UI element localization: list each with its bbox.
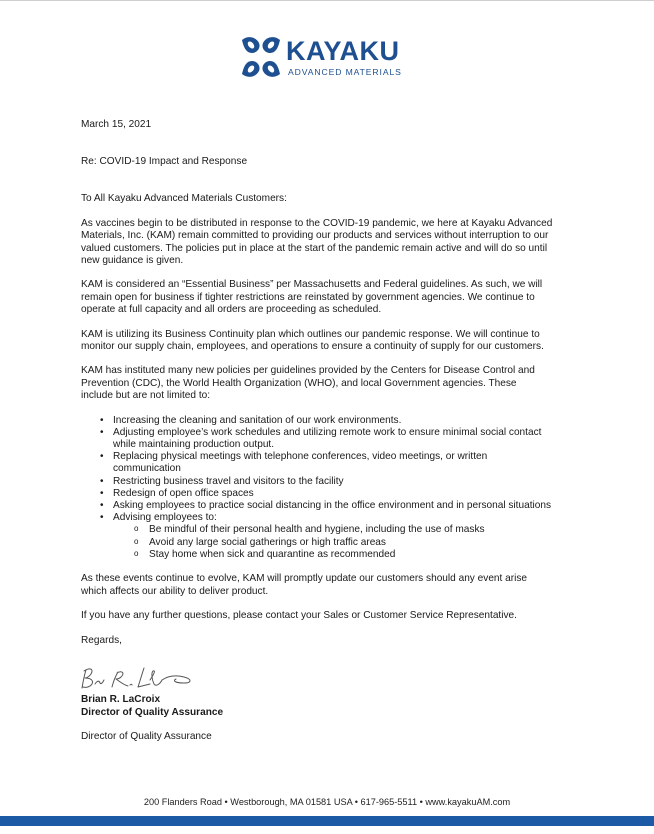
logo-wordmark: KAYAKU — [286, 36, 400, 66]
letter-body — [81, 119, 581, 743]
text-line: KAM is utilizing its Business Continuity plan which outlines our pandemic response. We will continue to — [81, 328, 540, 340]
text-line: valued customers. The policies put in place at the start of the pandemic remain active and will do so until — [81, 242, 548, 254]
paragraph-policies — [81, 365, 581, 402]
paragraph-essential-business — [81, 279, 581, 316]
letter-date: March 15, 2021 — [81, 119, 152, 130]
signer-title: Director of Quality Assurance — [81, 706, 224, 718]
list-item: • Advising employees to: o Be mindful of their personal health and hygiene, including the use of masks o Avoid any large social gatherings or high traffic areas o Stay home when sick and quarantine as recommended — [113, 512, 581, 561]
top-border — [0, 0, 654, 1]
list-item: • Restricting business travel and visitors to the facility — [113, 476, 581, 488]
list-item: • Asking employees to practice social distancing in the office environment and in personal situations — [113, 500, 581, 512]
sub-list-item: o Stay home when sick and quarantine as recommended — [149, 549, 581, 561]
text-line: operate at full capacity and all orders are proceeding as scheduled. — [81, 303, 382, 315]
letter-subject: Re: COVID-19 Impact and Response — [81, 156, 248, 168]
text-line: KAM is considered an “Essential Business” per Massachusetts and Federal guidelines. As such, we will — [81, 279, 543, 291]
signer-title-repeat: Director of Quality Assurance — [81, 731, 212, 743]
text-line: Materials, Inc. (KAM) remain committed to providing our products and services without interruption to our — [81, 230, 549, 242]
footer-address: 200 Flanders Road • Westborough, MA 01581 USA • 617-965-5511 • www.kayakuAM.com — [143, 797, 511, 807]
signer-name: Brian R. LaCroix — [81, 694, 161, 706]
paragraph-contact: If you have any further questions, please contact your Sales or Customer Service Representative. — [81, 610, 517, 622]
text-line: include but are not limited to: — [81, 389, 211, 401]
logo-subtitle: ADVANCED MATERIALS — [288, 67, 402, 77]
letter-salutation: To All Kayaku Advanced Materials Customers: — [81, 193, 287, 205]
text-line: which affects our ability to deliver product. — [81, 585, 269, 597]
letter-closing: Regards, — [81, 635, 122, 647]
text-line: Prevention (CDC), the World Health Organization (WHO), and local Government agencies. These — [81, 377, 517, 389]
list-item: • Replacing physical meetings with telephone conferences, video meetings, or written communication — [113, 451, 581, 475]
text-line: remain open for business if tighter restrictions are reinstated by government agencies. We continue to — [81, 291, 535, 303]
advising-sub-list — [113, 524, 581, 561]
text-line: monitor our supply chain, employees, and operations to ensure a continuity of supply for our customers. — [81, 340, 544, 352]
paragraph-business-continuity — [81, 329, 581, 353]
paragraph-updates — [81, 573, 581, 597]
paragraph-vaccines — [81, 218, 581, 267]
list-item: • Redesign of open office spaces — [113, 488, 581, 500]
sub-list-item: o Avoid any large social gatherings or high traffic areas — [149, 537, 581, 549]
text-line: new guidance is given. — [81, 254, 184, 266]
policy-list — [81, 415, 581, 561]
kayaku-logo-icon — [238, 34, 284, 80]
text-line: As these events continue to evolve, KAM will promptly update our customers should any event arise — [81, 573, 528, 585]
list-item: • Adjusting employee’s work schedules and utilizing remote work to ensure minimal social contact while maintaining production output. — [113, 427, 581, 451]
list-item: • Increasing the cleaning and sanitation of our work environments. — [113, 415, 581, 427]
handwritten-signature — [80, 662, 210, 694]
footer-bar — [0, 816, 654, 826]
sub-list-item: o Be mindful of their personal health and hygiene, including the use of masks — [149, 524, 581, 536]
company-logo — [238, 34, 428, 82]
text-line: KAM has instituted many new policies per guidelines provided by the Centers for Disease Control and — [81, 365, 535, 377]
text-line: As vaccines begin to be distributed in response to the COVID-19 pandemic, we here at Kayaku Advanced — [81, 218, 553, 230]
